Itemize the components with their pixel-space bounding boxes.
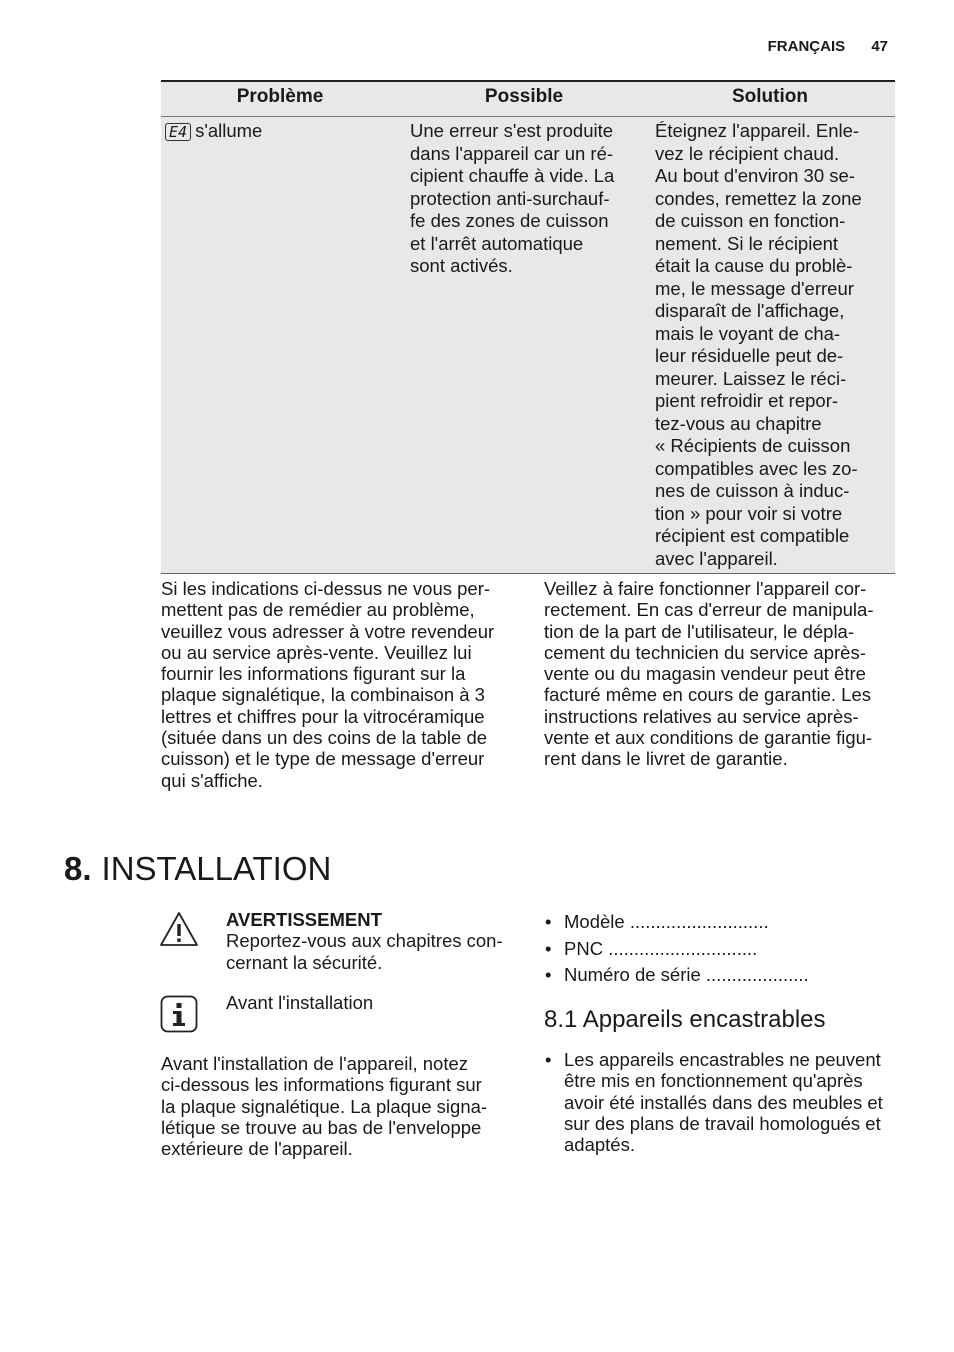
text-line: Avant l'installation de l'appareil, notez xyxy=(161,1053,469,1074)
section-heading xyxy=(64,850,331,888)
text-line: instructions relatives au service après- xyxy=(544,705,859,727)
text-line: nement. Si le récipient xyxy=(655,232,839,254)
column-header-solution: Solution xyxy=(732,86,808,107)
text-line: avec l'appareil. xyxy=(655,547,778,569)
info-note: Avant l'installation xyxy=(226,992,374,1013)
text-line: Reportez-vous aux chapitres con- xyxy=(226,930,503,952)
text-line: (située dans un des coins de la table de xyxy=(161,727,488,749)
text-line: Au bout d'environ 30 se- xyxy=(655,165,855,186)
page-header xyxy=(768,38,888,55)
problem-text: s'allume xyxy=(195,120,263,141)
text-line: Éteignez l'appareil. Enle- xyxy=(655,120,860,141)
after-table-right-paragraph xyxy=(544,578,904,770)
text-line: sont activés. xyxy=(410,255,513,276)
section-number: 8. xyxy=(64,850,92,887)
after-table-left-paragraph xyxy=(161,578,521,791)
table-header xyxy=(161,82,895,117)
list-item: • Numéro de série .................... xyxy=(545,962,895,989)
text-line: ci-dessous les informations figurant sur xyxy=(161,1074,482,1096)
warning-triangle-icon xyxy=(158,910,200,948)
text-line: avoir été installés dans des meubles et xyxy=(564,1091,883,1113)
text-line: extérieure de l'appareil. xyxy=(161,1138,353,1160)
text-line: cement du technicien du service après- xyxy=(544,641,866,663)
text-line: meurer. Laissez le réci- xyxy=(655,367,847,389)
text-line: mettent pas de remédier au problème, xyxy=(161,599,475,621)
text-line: mais le voyant de cha- xyxy=(655,322,841,344)
text-line: nes de cuisson à induc- xyxy=(655,480,850,501)
text-line: compatibles avec les zo- xyxy=(655,457,858,479)
text-line: qui s'affiche. xyxy=(161,769,263,791)
section-title: INSTALLATION xyxy=(101,850,332,887)
text-line: Veillez à faire fonctionner l'appareil cor- xyxy=(544,578,867,599)
page-number: 47 xyxy=(871,38,888,55)
text-line: récipient est compatible xyxy=(655,525,850,546)
subsection-title: 8.1 Appareils encastrables xyxy=(544,1006,826,1033)
text-line: cipient chauffe à vide. La xyxy=(410,165,615,186)
text-line: lettres et chiffres pour la vitrocéramique xyxy=(161,705,485,727)
text-line: facturé même en cours de garantie. Les xyxy=(544,684,872,706)
installation-intro-paragraph xyxy=(161,1053,521,1159)
text-line: tez-vous au chapitre xyxy=(655,412,822,434)
text-line: condes, remettez la zone xyxy=(655,187,862,209)
table-cell-solution xyxy=(655,120,895,570)
text-line: ou au service après-vente. Veuillez lui xyxy=(161,641,472,663)
text-line: tion » pour voir si votre xyxy=(655,502,843,524)
text-line: être mis en fonctionnement qu'après xyxy=(564,1070,863,1092)
text-line: Si les indications ci-dessus ne vous per- xyxy=(161,578,491,599)
troubleshooting-table xyxy=(161,80,895,574)
text-line: vente ou du magasin vendeur peut être xyxy=(544,663,866,685)
text-line: cernant la sécurité. xyxy=(226,951,383,973)
text-line: létique se trouve au bas de l'enveloppe xyxy=(161,1116,482,1138)
text-line: de cuisson en fonction- xyxy=(655,210,846,231)
text-line: disparaît de l'affichage, xyxy=(655,300,845,321)
text-line: était la cause du problè- xyxy=(655,255,853,276)
text-line: pient refroidir et repor- xyxy=(655,390,839,411)
text-line: dans l'appareil car un ré- xyxy=(410,142,614,164)
list-item: • PNC ............................. xyxy=(545,936,895,963)
text-line: Une erreur s'est produite xyxy=(410,120,614,141)
text-line: rent dans le livret de garantie. xyxy=(544,748,788,770)
text-line: me, le message d'erreur xyxy=(655,277,854,299)
text-line: adaptés. xyxy=(564,1134,635,1156)
text-line: rectement. En cas d'erreur de manipula- xyxy=(544,599,874,621)
table-cell-cause xyxy=(410,120,650,278)
column-header-possible: Possible xyxy=(484,86,564,107)
table-cell-problem xyxy=(165,120,395,143)
section-label: FRANÇAIS xyxy=(767,38,846,55)
text-line: protection anti-surchauf- xyxy=(410,187,610,209)
text-line: la plaque signalétique. La plaque signa- xyxy=(161,1095,488,1117)
built-in-appliances-list xyxy=(545,1049,897,1155)
text-line: plaque signalétique, la combinaison à 3 xyxy=(161,684,485,706)
text-line: fournir les informations figurant sur la xyxy=(161,663,466,685)
text-line: « Récipients de cuisson xyxy=(655,435,851,456)
list-item xyxy=(545,1049,897,1155)
e4-display-icon: E4 xyxy=(165,123,191,141)
text-line: et l'arrêt automatique xyxy=(410,232,584,254)
text-line: fe des zones de cuisson xyxy=(410,210,609,231)
column-header-probleme: Problème xyxy=(236,86,324,107)
text-line: veuillez vous adresser à votre revendeur xyxy=(161,620,495,642)
text-line: sur des plans de travail homologués et xyxy=(564,1112,881,1134)
text-line: • Les appareils encastrables ne peuvent xyxy=(564,1049,881,1070)
warning-block xyxy=(226,909,526,973)
text-line: cuisson) et le type de message d'erreur xyxy=(161,748,485,770)
warning-title: AVERTISSEMENT xyxy=(226,909,382,930)
text-line: vente et aux conditions de garantie figu- xyxy=(544,727,873,749)
text-line: vez le récipient chaud. xyxy=(655,142,840,164)
rating-plate-fields-list xyxy=(545,909,895,989)
list-item: • Modèle ........................... xyxy=(545,909,895,936)
text-line: tion de la part de l'utilisateur, le dépla- xyxy=(544,620,855,642)
info-icon xyxy=(160,995,198,1033)
text-line: leur résiduelle peut de- xyxy=(655,345,844,366)
